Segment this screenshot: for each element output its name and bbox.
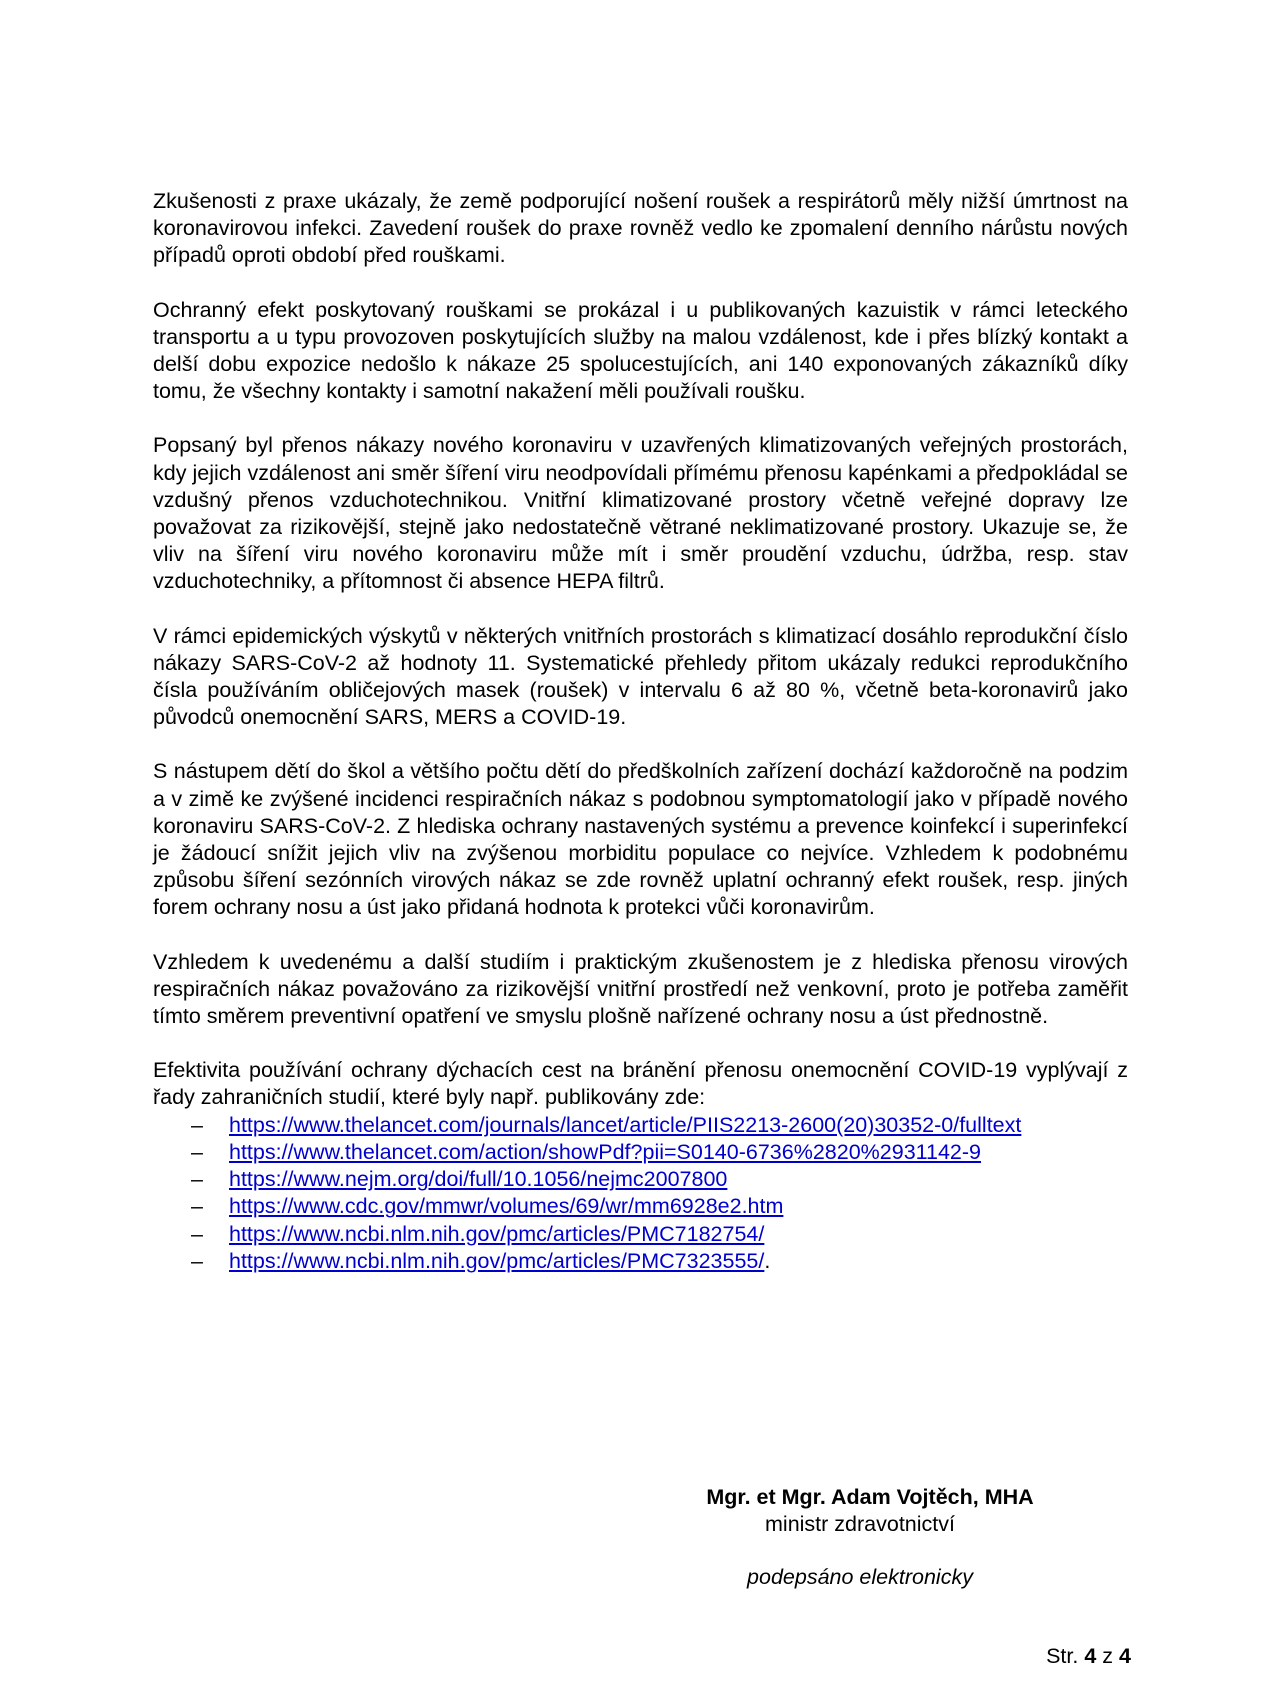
reference-link-ncbi-1[interactable]: https://www.ncbi.nlm.nih.gov/pmc/articles/PMC7182754/	[229, 1221, 765, 1246]
reference-link-cdc[interactable]: https://www.cdc.gov/mmwr/volumes/69/wr/mm6928e2.htm	[229, 1194, 784, 1219]
list-dash: –	[191, 1221, 203, 1246]
list-dash: –	[191, 1139, 203, 1164]
page-number-current: 4	[1084, 1644, 1097, 1668]
list-item	[153, 1112, 1128, 1139]
list-dash: –	[191, 1194, 203, 1219]
document-body	[153, 188, 1128, 1275]
list-dash: –	[191, 1167, 203, 1192]
list-item	[153, 1221, 1128, 1248]
paragraph-3: Popsaný byl přenos nákazy nového koronaviru v uzavřených klimatizovaných veřejných prostorách, kdy jejich vzdálenost ani směr šíření viru neodpovídali přímému přenosu kapénkami a předpokládal se vzdušný přenos vzduchotechnikou. Vnitřní klimatizované prostory včetně veřejné dopravy lze považovat za rizikovější, stejně jako nedostatečně větrané neklimatizované prostory. Ukazuje se, že vliv na šíření viru nového koronaviru může mít i směr proudění vzduchu, údržba, resp. stav vzduchotechniky, a přítomnost či absence HEPA filtrů.	[153, 433, 1128, 594]
paragraph-1: Zkušenosti z praxe ukázaly, že země podporující nošení roušek a respirátorů měly nižší úmrtnost na koronavirovou infekci. Zavedení roušek do praxe rovněž vedlo ke zpomalení denního nárůstu nových případů oproti období před rouškami.	[153, 189, 1128, 268]
list-dash: –	[191, 1248, 203, 1273]
signature-block	[640, 1484, 1100, 1591]
reference-link-lancet-2[interactable]: https://www.thelancet.com/action/showPdf?pii=S0140-6736%2820%2931142-9	[229, 1139, 981, 1164]
paragraph-7: Efektivita používání ochrany dýchacích cest na bránění přenosu onemocnění COVID-19 vyplývají z řady zahraničních studií, které byly např. publikovány zde:	[153, 1058, 1128, 1110]
list-item	[153, 1248, 1128, 1275]
reference-link-ncbi-2[interactable]: https://www.ncbi.nlm.nih.gov/pmc/articles/PMC7323555/	[229, 1248, 765, 1273]
signatory-role: ministr zdravotnictví	[765, 1512, 955, 1536]
list-dash: –	[191, 1112, 203, 1137]
list-item	[153, 1193, 1128, 1220]
paragraph-5: S nástupem dětí do škol a většího počtu dětí do předškolních zařízení dochází každoročně na podzim a v zimě ke zvýšené incidenci respiračních nákaz s podobnou symptomatologií jako v případě nového koronaviru SARS-CoV-2. Z hlediska ochrany nastavených systému a prevence koinfekcí i superinfekcí je žádoucí snížit jejich vliv na zvýšenou morbiditu populace co nejvíce. Vzhledem k podobnému způsobu šíření sezónních virových nákaz se zde rovněž uplatní ochranný efekt roušek, resp. jiných forem ochrany nosu a úst jako přidaná hodnota k protekci vůči koronavirům.	[153, 759, 1128, 920]
electronic-signature-note: podepsáno elektronicky	[747, 1565, 973, 1589]
paragraph-6: Vzhledem k uvedenému a další studiím i praktickým zkušenostem je z hlediska přenosu virových respiračních nákaz považováno za rizikovější vnitřní prostředí než venkovní, proto je potřeba zaměřit tímto směrem preventivní opatření ve smyslu plošně nařízené ochrany nosu a úst přednostně.	[153, 949, 1128, 1029]
reference-link-lancet-1[interactable]: https://www.thelancet.com/journals/lancet/article/PIIS2213-2600(20)30352-0/fulltext	[229, 1112, 1022, 1137]
list-final-period: .	[764, 1248, 771, 1273]
paragraph-4: V rámci epidemických výskytů v některých vnitřních prostorách s klimatizací dosáhlo reprodukční číslo nákazy SARS-CoV-2 až hodnoty 11. Systematické přehledy přitom ukázaly redukci reprodukčního čísla používáním obličejových masek (roušek) v intervalu 6 až 80 %, včetně beta-koronavirů jako původců onemocnění SARS, MERS a COVID-19.	[153, 623, 1128, 730]
page-number-prefix: Str.	[1046, 1644, 1079, 1668]
list-item	[153, 1139, 1128, 1166]
page-number	[1046, 1643, 1131, 1670]
page-number-separator: z	[1102, 1644, 1114, 1668]
paragraph-2: Ochranný efekt poskytovaný rouškami se prokázal i u publikovaných kazuistik v rámci leteckého transportu a u typu provozoven poskytujících služby na malou vzdálenost, kde i přes blízký kontakt a delší dobu expozice nedošlo k nákaze 25 spolucestujících, ani 140 exponovaných zákazníků díky tomu, že všechny kontakty i samotní nakažení měli používali roušku.	[153, 297, 1128, 404]
signatory-name: Mgr. et Mgr. Adam Vojtěch, MHA	[706, 1485, 1034, 1509]
reference-link-list	[153, 1112, 1128, 1275]
list-item	[153, 1166, 1128, 1193]
reference-link-nejm[interactable]: https://www.nejm.org/doi/full/10.1056/nejmc2007800	[229, 1167, 728, 1192]
page-number-total: 4	[1119, 1644, 1131, 1668]
